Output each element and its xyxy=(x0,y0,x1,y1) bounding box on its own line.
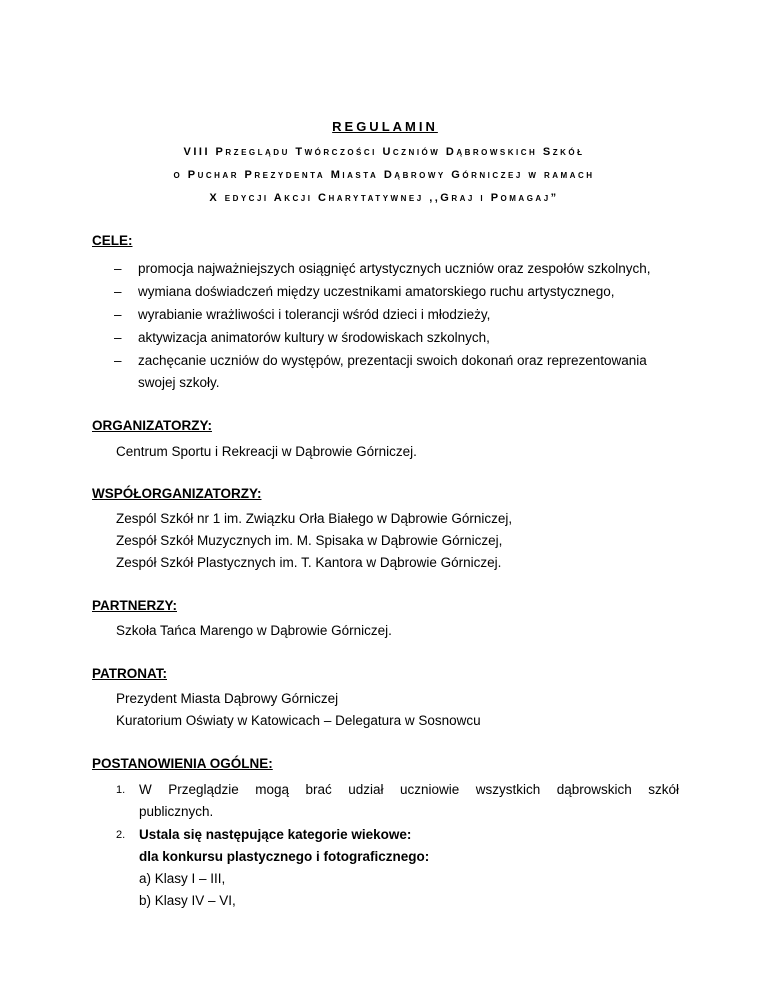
dash-bullet: – xyxy=(114,284,122,299)
dash-bullet: – xyxy=(114,307,122,322)
partnerzy-text: Szkoła Tańca Marengo w Dąbrowie Górniczej. xyxy=(116,623,392,638)
list-item: Zespół Szkół Plastycznych im. T. Kantora w Dąbrowie Górniczej. xyxy=(116,555,502,570)
list-item xyxy=(92,350,674,394)
list-item-text: wymiana doświadczeń między uczestnikami amatorskiego ruchu artystycznego, xyxy=(138,284,615,299)
list-item xyxy=(92,258,692,280)
cele-heading: CELE: xyxy=(92,233,133,248)
patronat-section xyxy=(92,666,692,681)
dash-bullet: – xyxy=(114,353,122,368)
organizatorzy-section xyxy=(92,418,692,433)
sub-list-item: a) Klasy I – III, xyxy=(139,871,226,886)
list-item: Zespół Szkół Muzycznych im. M. Spisaka w Dąbrowie Górniczej, xyxy=(116,533,503,548)
cele-list xyxy=(92,258,692,395)
list-item-text: promocja najważniejszych osiągnięć artystycznych uczniów oraz zespołów szkolnych, xyxy=(138,261,651,276)
item-number: 1. xyxy=(116,784,126,796)
postanowienia-section xyxy=(92,756,692,771)
wspolorganizatorzy-heading: WSPÓŁORGANIZATORZY: xyxy=(92,486,262,501)
cele-section xyxy=(92,233,692,248)
list-item-text: aktywizacja animatorów kultury w środowiskach szkolnych, xyxy=(138,330,490,345)
dash-bullet: – xyxy=(114,330,122,345)
organizatorzy-text: Centrum Sportu i Rekreacji w Dąbrowie Górniczej. xyxy=(116,444,417,459)
document-title: REGULAMIN xyxy=(332,119,438,134)
patronat-heading: PATRONAT: xyxy=(92,666,167,681)
patronat-list xyxy=(116,688,686,732)
title-line-1: VIII Przeglądu Twórczości Uczniów Dąbrowskich Szkół xyxy=(183,146,585,158)
sub-list-item: b) Klasy IV – VI, xyxy=(139,893,236,908)
list-item-text: publicznych. xyxy=(139,804,214,819)
list-item: Prezydent Miasta Dąbrowy Górniczej xyxy=(116,691,339,706)
postanowienia-heading: POSTANOWIENIA OGÓLNE: xyxy=(92,756,273,771)
list-item-text: zachęcanie uczniów do występów, prezentacji swoich dokonań oraz reprezentowania swojej szkoły. xyxy=(138,353,647,390)
partnerzy-section xyxy=(92,598,692,613)
wspolorganizatorzy-list xyxy=(116,508,686,574)
list-item-text: wyrabianie wrażliwości i tolerancji wśród dzieci i młodzieży, xyxy=(138,307,491,322)
item-number: 2. xyxy=(116,829,126,841)
list-item-text: W Przeglądzie mogą brać udział uczniowie wszystkich dąbrowskich szkół xyxy=(139,782,679,797)
wspolorganizatorzy-section xyxy=(92,486,692,501)
list-item xyxy=(92,304,692,326)
title-line-3: X edycji Akcji Charytatywnej ,,Graj i Pomagaj” xyxy=(209,192,559,204)
list-item xyxy=(92,779,679,823)
organizatorzy-heading: ORGANIZATORZY: xyxy=(92,418,212,433)
list-item: Kuratorium Oświaty w Katowicach – Delegatura w Sosnowcu xyxy=(116,713,481,728)
partnerzy-heading: PARTNERZY: xyxy=(92,598,177,613)
list-item xyxy=(92,824,692,912)
list-item-text: Ustala się następujące kategorie wiekowe: xyxy=(139,827,412,842)
title-line-2: o Puchar Prezydenta Miasta Dąbrowy Górniczej w ramach xyxy=(173,169,595,181)
list-item xyxy=(92,281,692,303)
list-item xyxy=(92,327,692,349)
dash-bullet: – xyxy=(114,261,122,276)
list-item: Zespól Szkół nr 1 im. Związku Orła Białego w Dąbrowie Górniczej, xyxy=(116,511,513,526)
postanowienia-list xyxy=(92,779,692,912)
subheading: dla konkursu plastycznego i fotograficznego: xyxy=(139,849,430,864)
title-block xyxy=(0,119,768,215)
